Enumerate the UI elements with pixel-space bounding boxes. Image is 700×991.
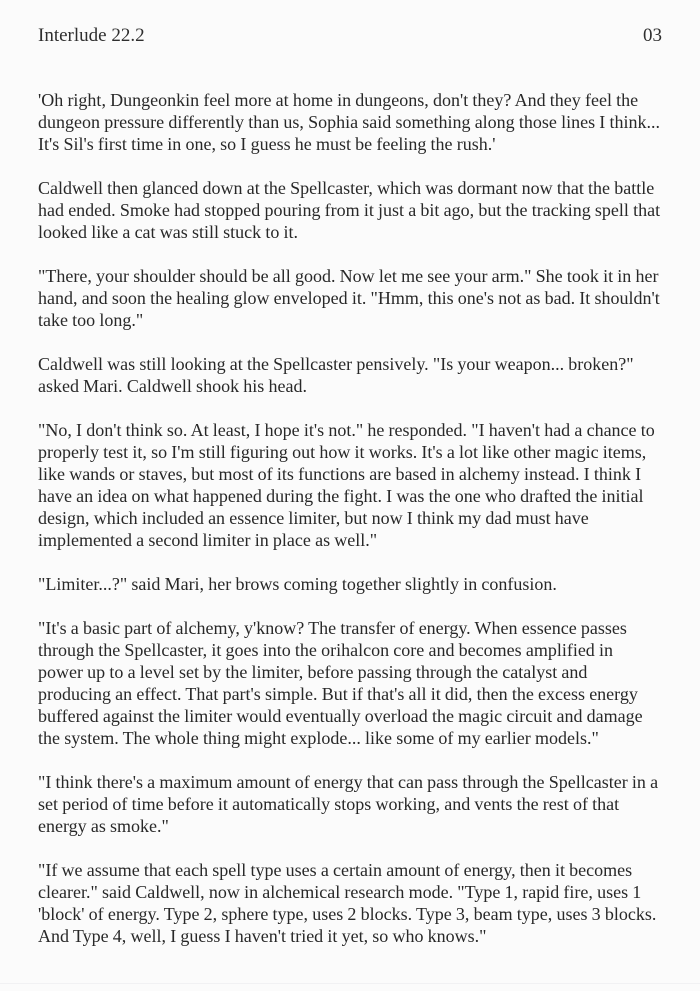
paragraph: 'Oh right, Dungeonkin feel more at home in dungeons, don't they? And they feel the dungeon pressure differently than us, Sophia said something along those lines I think... It's Sil's first time in one, so I guess he must be feeling the rush.': [38, 90, 660, 154]
paragraph: Caldwell was still looking at the Spellcaster pensively. "Is your weapon... broken?" asked Mari. Caldwell shook his head.: [38, 354, 634, 396]
paragraph: "Limiter...?" said Mari, her brows coming together slightly in confusion.: [38, 574, 557, 594]
paragraph: "If we assume that each spell type uses a certain amount of energy, then it becomes clearer." said Caldwell, now in alchemical research mode. "Type 1, rapid fire, uses 1 'block' of energy. Type 2, sphere type, uses 2 blocks. Type 3, beam type, uses 3 blocks. And Type 4, well, I guess I haven't tried it yet, so who knows.": [38, 860, 657, 946]
paragraph: Caldwell then glanced down at the Spellcaster, which was dormant now that the battle had ended. Smoke had stopped pouring from it just a bit ago, but the tracking spell that looked like a cat was still stuck to it.: [38, 178, 661, 242]
paragraph: "It's a basic part of alchemy, y'know? The transfer of energy. When essence passes through the Spellcaster, it goes into the orihalcon core and becomes amplified in power up to a level set by the limiter, before passing through the catalyst and producing an effect. That part's simple. But if that's all it did, then the excess energy buffered against the limiter would eventually overload the magic circuit and damage the system. The whole thing might explode... like some of my earlier models.": [38, 618, 643, 748]
paragraph: "There, your shoulder should be all good. Now let me see your arm." She took it in her hand, and soon the healing glow enveloped it. "Hmm, this one's not as bad. It shouldn't take too long.": [38, 266, 660, 330]
chapter-title: Interlude 22.2: [38, 25, 145, 46]
page-number: 03: [643, 25, 662, 46]
page-content: [38, 89, 662, 947]
paragraph: "I think there's a maximum amount of energy that can pass through the Spellcaster in a set period of time before it automatically stops working, and vents the rest of that energy as smoke.": [38, 772, 659, 836]
page-header: [38, 24, 662, 48]
paragraph: "No, I don't think so. At least, I hope it's not." he responded. "I haven't had a chance to properly test it, so I'm still figuring out how it works. It's a lot like other magic items, like wands or staves, but most of its functions are based in alchemy instead. I think I have an idea on what happened during the fight. I was the one who drafted the initial design, which included an essence limiter, but now I think my dad must have implemented a second limiter in place as well.": [38, 420, 655, 550]
page-bottom-divider: [0, 983, 700, 984]
